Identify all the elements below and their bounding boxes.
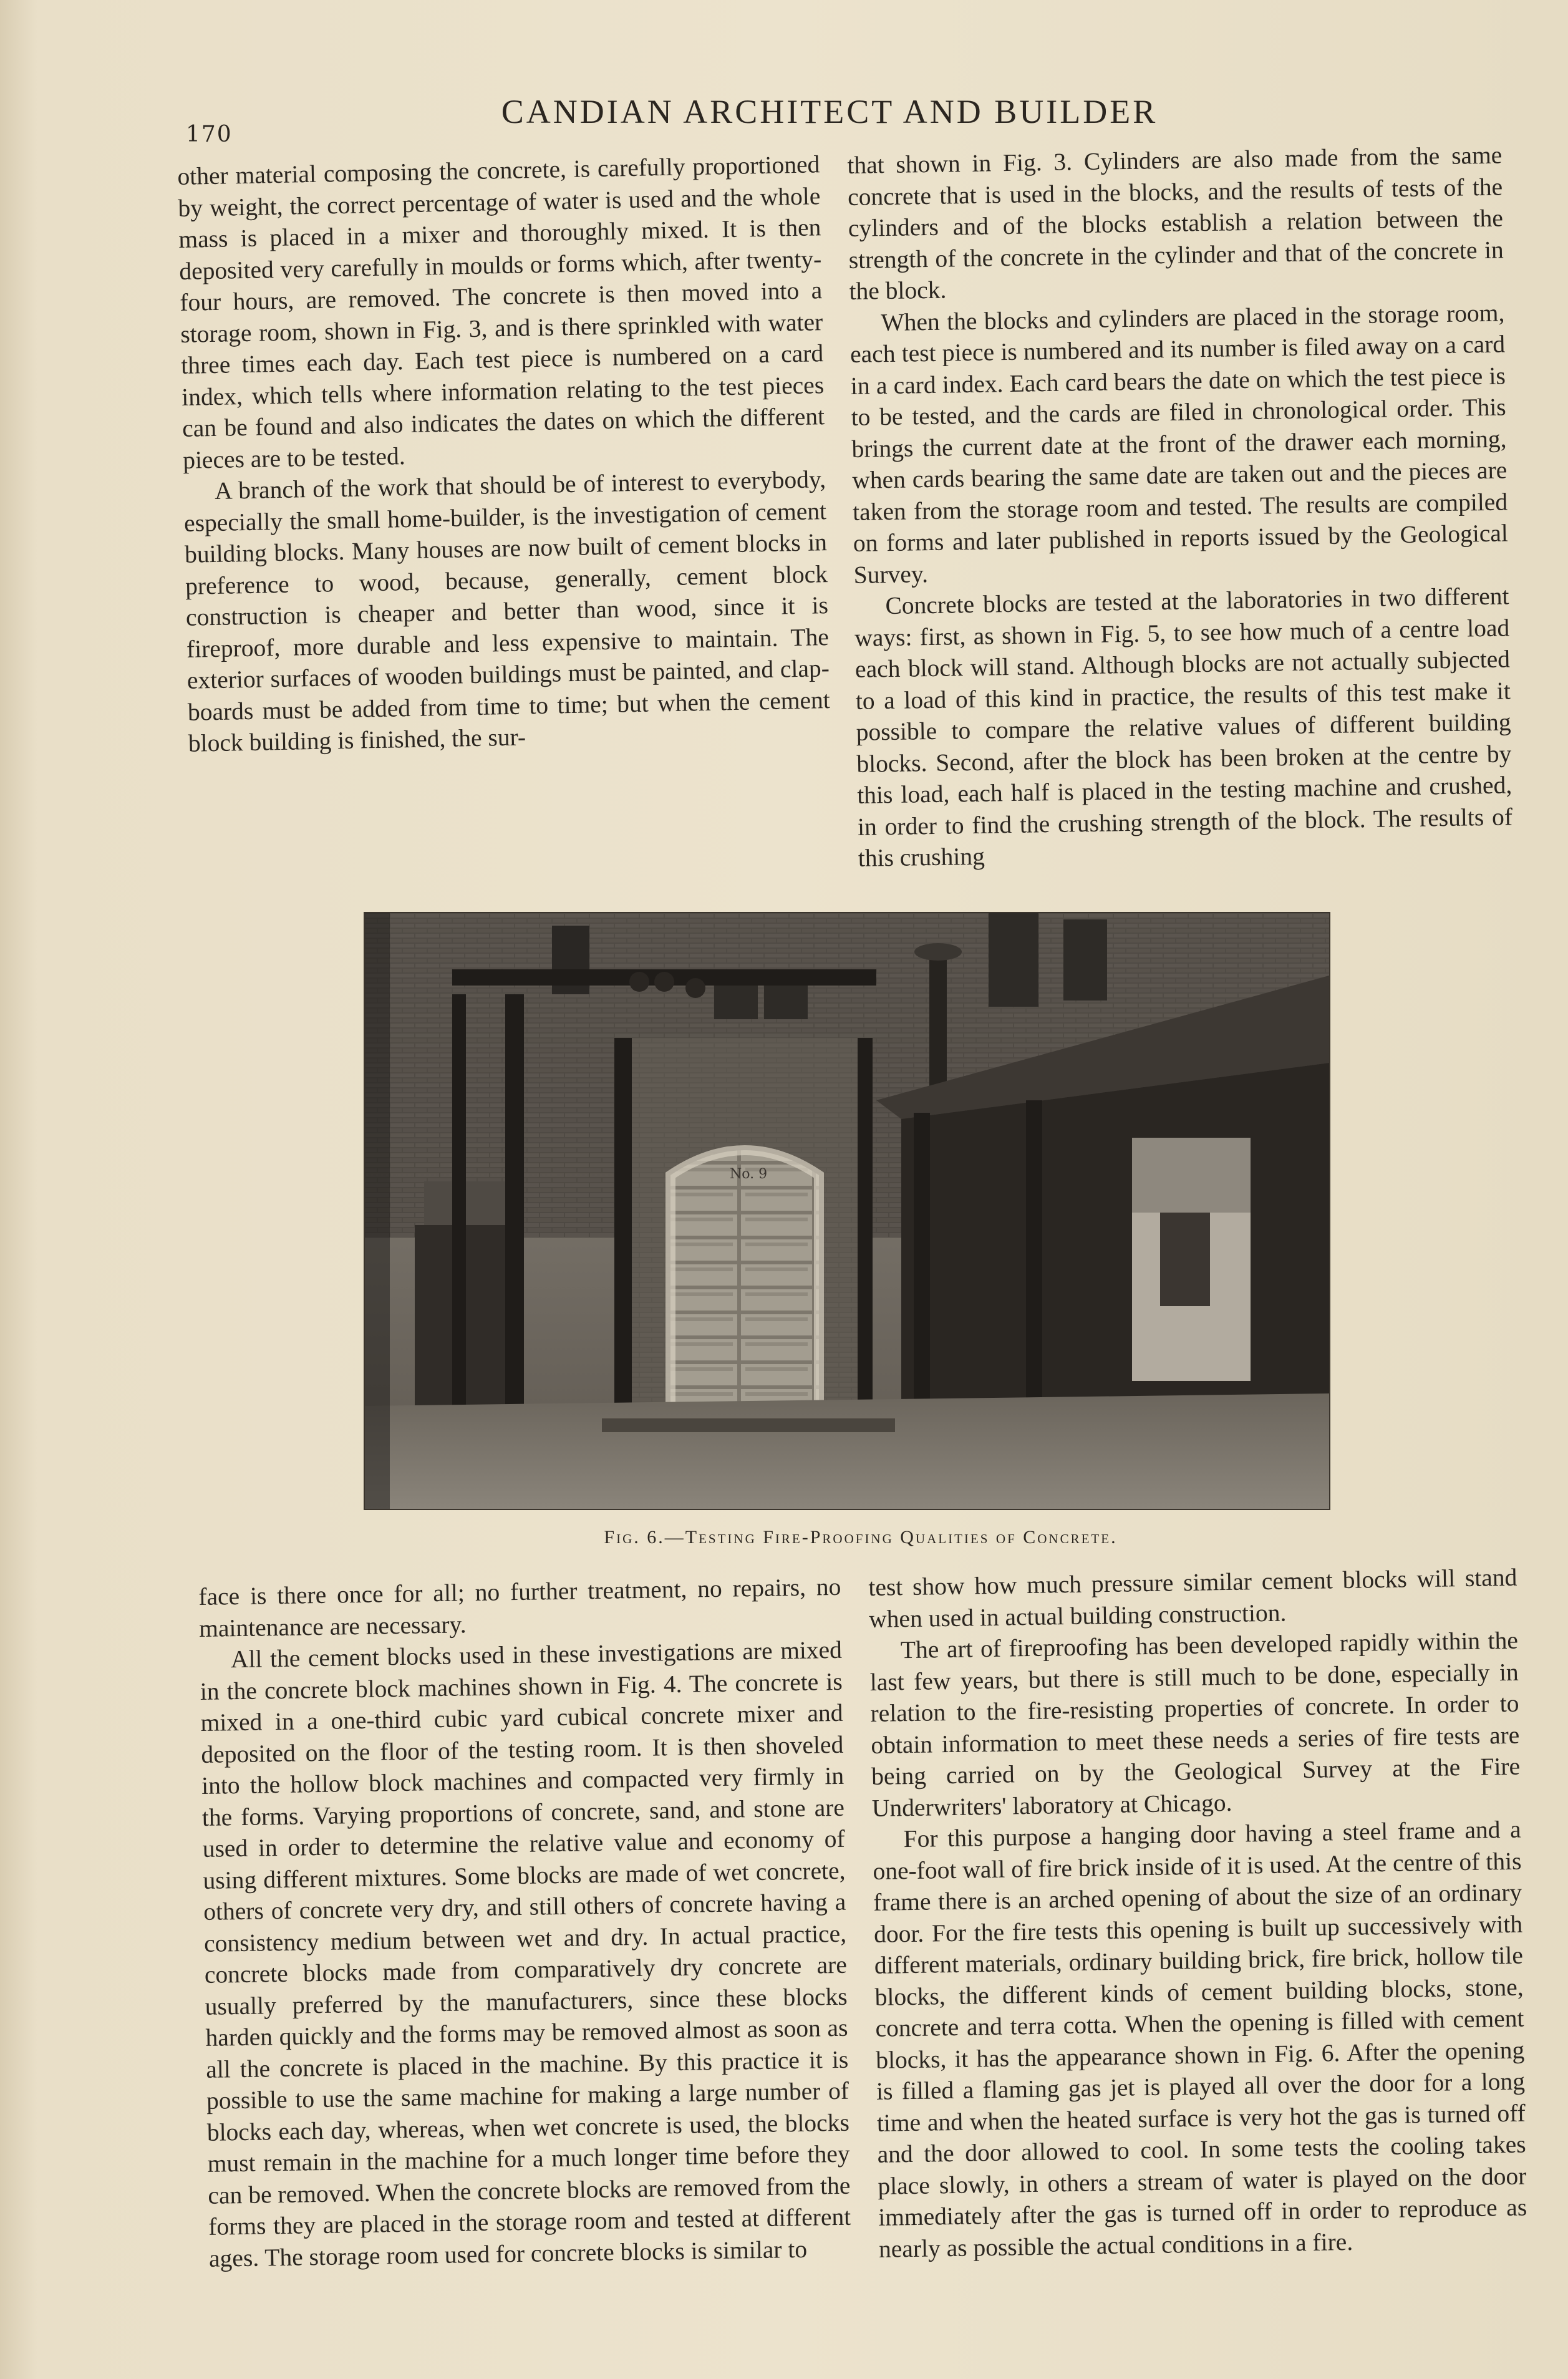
paragraph: When the blocks and cylinders are placed in the storage room, each test piece is numbered and its number is filed away on a card in a card index. Each card bears the date on which the test piece is to be tested, and the cards are filed in chronological order. This brings the current date at the front of the drawer each morning, when cards bearing the same date are taken out and the pieces are taken from the storage room and tested. The results are compiled on forms and later published in reports issued by the Geological Survey. — [849, 298, 1509, 589]
figure-photograph — [364, 912, 1330, 1510]
bottom-right-column — [868, 1562, 1527, 2265]
paragraph: Concrete blocks are tested at the laboratories in two different ways: first, as shown in Fig. 5, to see how much of a centre load each block will stand. Although blocks are not actually subjected to a load of this kind in practice, the results of this test make it possible to compare the relative values of different building blocks. Second, after the block has been broken at the centre by this load, each half is placed in the testing machine and crushed, in order to find the crushing strength of the block. The results of this crushing — [854, 582, 1513, 872]
top-right-column — [847, 140, 1513, 875]
top-left-column — [177, 148, 831, 759]
paragraph: face is there once for all; no further treatment, no repairs, no maintenance are necessary. — [198, 1572, 841, 1642]
page-number: 170 — [186, 122, 233, 147]
running-head: CANDIAN ARCHITECT AND BUILDER — [501, 93, 1158, 130]
paragraph: other material composing the concrete, is carefully proportioned by weight, the correct percentage of water is used and the whole mass is placed in a mixer and thoroughly mixed. It is then deposited very carefully in moulds or forms which, after twenty-four hours, are removed. The concrete is then moved into a storage room, shown in Fig. 3, and is there sprinkled with water three times each day. Each test piece is numbered on a card index, which tells where information relating to the test pieces can be found and also indicates the dates on which the different pieces are to be tested. — [177, 150, 825, 474]
fire-test-photo — [365, 913, 1329, 1509]
paragraph: For this purpose a hanging door having a steel frame and a one-foot wall of fire brick inside of it is used. At the centre of this frame there is an arched opening of about the size of an ordinary door. For the fire tests this opening is built up successively with different materials, ordinary building brick, fire brick, hollow tile blocks, the different kinds of cement building blocks, stone, concrete and terra cotta. When the opening is filled with cement blocks, it has the appearance shown in Fig. 6. After the opening is filled a flaming gas jet is played all over the door for a long time and when the heated surface is very hot the gas is turned off and the door allowed to cool. In some tests the cooling takes place slowly, in others a stream of water is played on the door immediately after the gas is turned off in order to reproduce as nearly as possible the actual conditions in a fire. — [873, 1815, 1527, 2263]
door-marking: No. 9 — [730, 1166, 768, 1182]
paragraph: A branch of the work that should be of interest to everybody, especially the small home-builder, is the investigation of cement building blocks. Many houses are now built of cement blocks in preference to wood, because, generally, cement block construction is cheaper and better than wood, since it is fireproof, more durable and less expensive to maintain. The exterior surfaces of wooden buildings must be painted, and clap-boards must be added from time to time; but when the cement block building is finished, the sur- — [183, 465, 831, 757]
paragraph: All the cement blocks used in these investigations are mixed in the concrete block machines shown in Fig. 4. The concrete is mixed in a one-third cubic yard cubical concrete mixer and deposited on the floor of the testing room. It is then shoveled into the hollow block machines and compacted very firmly in the forms. Varying proportions of concrete, sand, and stone are used in order to determine the relative value and economy of using different mixtures. Some blocks are made of wet concrete, others of concrete very dry, and still others of concrete having a consistency medium between wet and dry. In actual practice, concrete blocks made from comparatively dry concrete are usually preferred by the manufacturers, since these blocks harden quickly and the forms may be removed almost as soon as all the concrete is placed in the machine. By this practice it is possible to use the same machine for making a large number of blocks each day, whereas, when wet concrete is used, the blocks must remain in the machine for a much longer time before they can be removed. When the concrete blocks are removed from the forms they are placed in the storage room and tested at different ages. The storage room used for concrete blocks is similar to — [200, 1635, 851, 2272]
paragraph: The art of fireproofing has been developed rapidly within the last few years, but there is still much to be done, especially in relation to the fire-resisting properties of concrete. In order to obtain information to meet these needs a series of fire tests are being carried on by the Geological Survey at the Fire Underwriters' laboratory at Chicago. — [869, 1626, 1521, 1822]
bottom-left-column — [198, 1571, 851, 2274]
paragraph: that shown in Fig. 3. Cylinders are also made from the same concrete that is used in the blocks, and the results of tests of the cylinders and of the blocks establish a relation between the strength of the concrete in the cylinder and that of the concrete in the block. — [847, 141, 1504, 305]
paragraph: test show how much pressure similar cement blocks will stand when used in actual building construction. — [868, 1563, 1517, 1633]
figure-caption: Fig. 6.—Testing Fire-Proofing Qualities of Concrete. — [604, 1527, 1118, 1548]
